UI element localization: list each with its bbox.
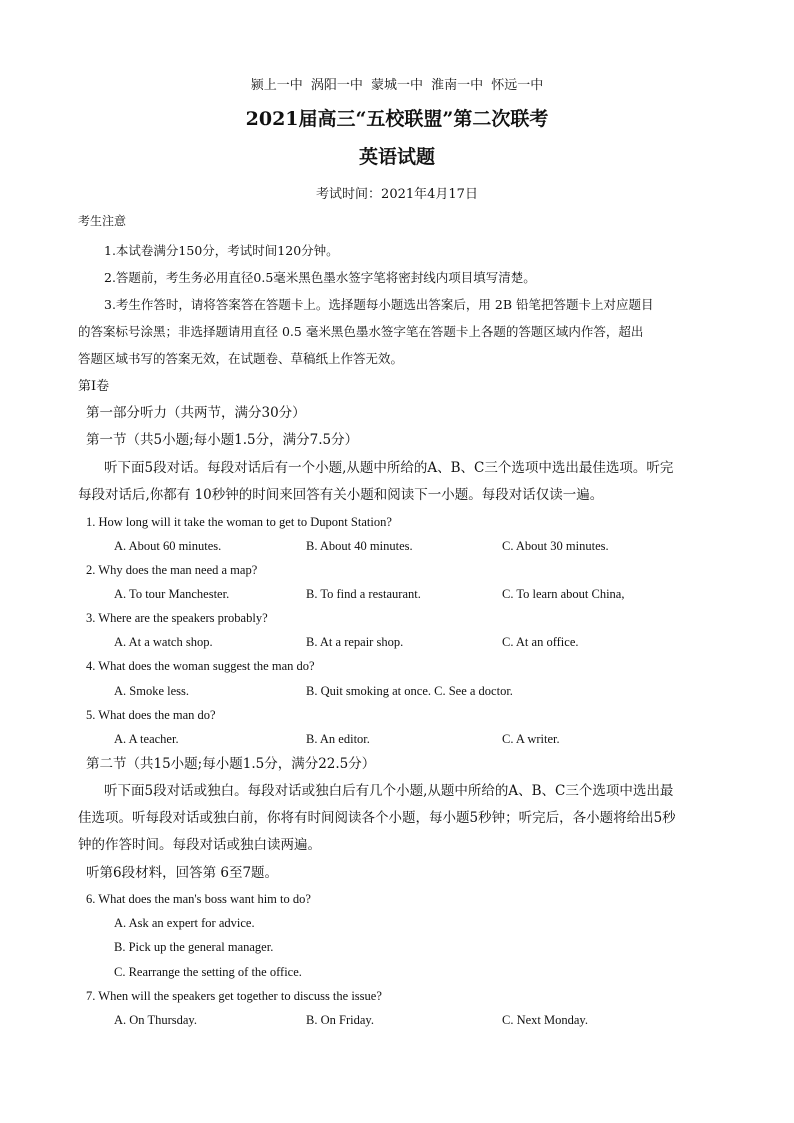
section1-instructions-1: 听下面5段对话。每段对话后有一个小题,从题中所给的A、B、C三个选项中选出最佳选项。听完 <box>104 460 674 476</box>
q7-option-a: A. On Thursday. <box>114 1013 197 1027</box>
q7-option-b: B. On Friday. <box>306 1013 374 1027</box>
q3-option-c: C. At an office. <box>502 635 579 649</box>
q5-option-c: C. A writer. <box>502 732 560 746</box>
question-3: 3. Where are the speakers probably? <box>86 611 268 625</box>
q2-option-c: C. To learn about China, <box>502 587 625 601</box>
section2-instructions-2: 佳选项。听每段对话或独白前，你将有时间阅读各个小题，每小题5秒钟；听完后，各小题将给出5秒 <box>78 810 676 826</box>
q3-option-b: B. At a repair shop. <box>306 635 404 649</box>
question-1: 1. How long will it take the woman to get to Dupont Station? <box>86 515 392 529</box>
section1-heading: 第一节（共5小题;每小题1.5分，满分7.5分） <box>86 432 359 448</box>
volume-heading: 第Ⅰ卷 <box>78 379 110 394</box>
section2-instructions-1: 听下面5段对话或独白。每段对话或独白后有几个小题,从题中所给的A、B、C三个选项中选出最 <box>104 783 674 799</box>
question-5: 5. What does the man do? <box>86 708 216 722</box>
question-4: 4. What does the woman suggest the man do? <box>86 659 315 673</box>
note-item-3-cont: 的答案标号涂黑；非选择题请用直径 0.5 毫米黑色墨水签字笔在答题卡上各题的答题区域内作答，超出 <box>78 324 644 339</box>
note-item-3-end: 答题区域书写的答案无效，在试题卷、草稿纸上作答无效。 <box>78 351 404 366</box>
q1-option-a: A. About 60 minutes. <box>114 539 222 553</box>
q6-option-b: B. Pick up the general manager. <box>114 940 274 954</box>
exam-title: 2021届高三“五校联盟”第二次联考 <box>245 108 549 130</box>
q2-option-b: B. To find a restaurant. <box>306 587 421 601</box>
q2-option-a: A. To tour Manchester. <box>114 587 230 601</box>
part1-heading: 第一部分听力（共两节，满分30分） <box>86 405 306 421</box>
q4-option-a: A. Smoke less. <box>114 684 189 698</box>
q1-option-c: C. About 30 minutes. <box>502 539 609 553</box>
q5-option-a: A. A teacher. <box>114 732 179 746</box>
question-6: 6. What does the man's boss want him to do? <box>86 892 311 906</box>
notes-heading: 考生注意 <box>78 214 127 228</box>
q6-option-a: A. Ask an expert for advice. <box>114 916 255 930</box>
q3-option-a: A. At a watch shop. <box>114 635 213 649</box>
exam-time: 考试时间：2021年4月17日 <box>316 187 478 202</box>
material-6-label: 听第6段材料，回答第 6至7题。 <box>86 865 279 881</box>
question-2: 2. Why does the man need a map? <box>86 563 258 577</box>
subject-title: 英语试题 <box>358 146 435 168</box>
q6-option-c: C. Rearrange the setting of the office. <box>114 965 302 979</box>
note-item-3: 3.考生作答时，请将答案答在答题卡上。选择题每小题选出答案后，用 2B 铅笔把答题卡上对应题目 <box>104 297 654 312</box>
note-item-2: 2.答题前，考生务必用直径0.5毫米黑色墨水签字笔将密封线内项目填写清楚。 <box>104 270 536 285</box>
q4-option-b-c: B. Quit smoking at once. C. See a doctor. <box>306 684 513 698</box>
section1-instructions-2: 每段对话后,你都有 10秒钟的时间来回答有关小题和阅读下一小题。每段对话仅读一遍。 <box>78 487 604 503</box>
section2-instructions-3: 钟的作答时间。每段对话或独白读两遍。 <box>78 837 321 853</box>
question-7: 7. When will the speakers get together to discuss the issue? <box>86 989 382 1003</box>
note-item-1: 1.本试卷满分150分，考试时间120分钟。 <box>104 243 339 258</box>
q7-option-c: C. Next Monday. <box>502 1013 588 1027</box>
section2-heading: 第二节（共15小题;每小题1.5分，满分22.5分） <box>86 756 376 772</box>
q5-option-b: B. An editor. <box>306 732 370 746</box>
q1-option-b: B. About 40 minutes. <box>306 539 413 553</box>
school-list: 颍上一中 涡阳一中 蒙城一中 淮南一中 怀远一中 <box>250 78 544 93</box>
